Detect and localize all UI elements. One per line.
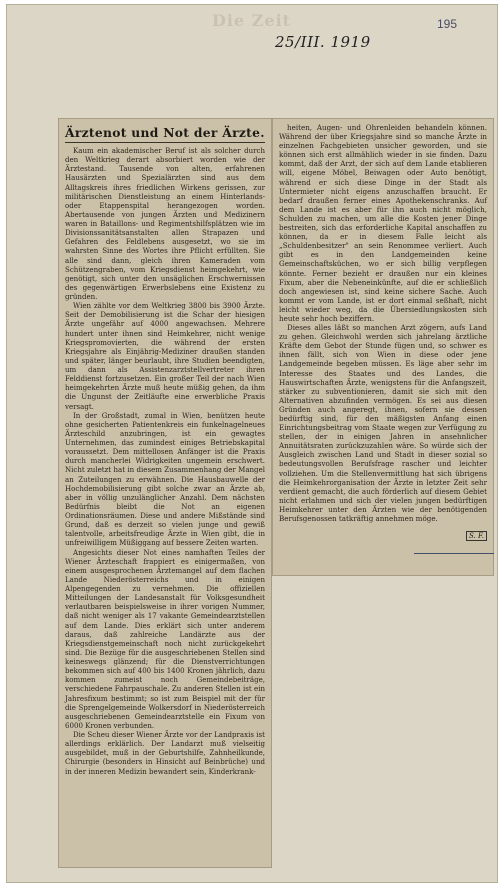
- article-paragraph: Dieses alles läßt so manchen Arzt zögern, aufs Land zu gehen. Gleichwohl werden sich jahrelang ärztliche Kräfte dem Gebot der Stunde fügen und, so schwer es ihnen fällt, sich von Wien in diese oder jene Landgemeinde begeben müssen. Es läge aber sehr im Interesse des Staates und des Landes, die Hauswirtschaften Ärzte, wenigstens für die Anfangszeit, stärker zu subventionieren, damit sie sich mit den Alternativen abzufinden vermögen. Es sei aus diesen Gründen auch angeregt, ihnen, sofern sie dessen bedürftig sind, für den mäßigsten Anfang einen Einrichtungsbeitrag vom Staate wegen zur Verfügung zu stellen, der in einigen Jahren in ansehnlicher Annuitätsraten zurückzuzahlen wäre. So würde sich der Ausgleich zwischen Land und Stadt in dieser sozial so bedeutungsvollen Berufsfrage rascher und leichter vollziehen. Um die Stellenvermittlung hat sich übrigens die Heimkehrorganisation der Ärzte in letzter Zeit sehr verdient gemacht, die auch förderlich auf diesem Gebiet nicht erlahmen und sich der vielen jungen bedürftigen Heimkehrer unter den Ärzten wie der benötigenden Berufsgenossen tatkräftig annehmen möge.: [279, 323, 487, 524]
- article-paragraph: In der Großstadt, zumal in Wien, benützen heute ohne gesicherten Patientenkreis ein funkelnagelneues Ärzteschild anzubringen, ist ein gewagtes Unternehmen, das zumindest einiges Betriebskapital voraussetzt. Dem mittellosen Anfänger ist die Praxis durch mancherlei Widrigkeiten ungemein erschwert. Nicht zuletzt hat in diesem Zusammenhang der Mangel an Zuteilungen zu erwähnen. Die Hausbauwelle der Hochdemobilisierung gibt solche zwar an Ärzte ab, aber in völlig unzulänglicher Anzahl. Dem nächsten Bedürfnis bleibt die Not an eigenen Ordinationsräumen. Diese und andere Mißstände sind Grund, daß es derzeit so vielen junge und gewiß talentvolle, arbeitsfreudige Ärzte in Wien gibt, die in unfreiwilligem Müßiggang auf bessere Zeiten warten.: [65, 410, 265, 548]
- article-paragraph: Angesichts dieser Not eines namhaften Teiles der Wiener Ärzteschaft frappiert es einigermaßen, von einem ausgesprochenen Ärztemangel auf dem flachen Lande Niederösterreichs und in einigen Alpengegenden zu vernehmen. Die offiziellen Mitteilungen der Landesanstalt für Volksgesundheit verlautbaren beispielsweise in ihrer vorigen Nummer, daß nicht weniger als 17 vakante Gemeindearztstellen auf dem Lande. Dies erklärt sich unter anderem daraus, daß zahlreiche Landärzte aus der Kriegsdienstgemeinschaft noch nicht zurückgekehrt sind. Die Bezüge für die ausgeschriebenen Stellen sind keineswegs glänzend; für die Dienstverrichtungen bekommen sich auf 400 bis 1400 Kronen jährlich, dazu kommen zumeist noch Gemeindebeiträge, verschiedene Fahrpauschale. Zu anderen Stellen ist ein Jahresfixum bestimmt; so ist zum Beispiel mit der für die Sprengelgemeinde Wolkersdorf in Niederösterreich ausgeschriebenen Gemeindearztstelle ein Fixum von 6000 Kronen verbunden.: [65, 547, 265, 730]
- article-paragraph: Wien zählte vor dem Weltkrieg 3800 bis 3900 Ärzte. Seit der Demobilisierung ist die Schar der hiesigen Ärzte ungefähr auf 4000 angewachsen. Mehrere hundert unter ihnen sind Heimkehrer, nicht wenige Kriegspromovierten, die während der ersten Kriegsjahre als Einjährig-Mediziner draußen standen und später, länger beurlaubt, ihre Studien beendigten, um dann als Assistenzarztstellvertreter ihren Felddienst fortzusetzen. Ein großer Teil der nach Wien heimgekehrten Ärzte muß heute müßig gehen, da ihm die Ungunst der Zeitläufte eine erwerbliche Praxis versagt.: [65, 301, 265, 411]
- pencil-underline-mark: [414, 553, 494, 554]
- author-signature: S. F.: [466, 531, 487, 541]
- article-paragraph: heiten, Augen- und Ohrenleiden behandeln können. Während der über Kriegsjahre sind so manche Ärzte in einzelnen Fachgebieten unsicher geworden, und sie können sich erst allmählich wieder in sie finden. Dazu kommt, daß der Arzt, der sich auf dem Lande etablieren will, eigene Möbel, Beiwagen oder Auto benötigt, während er sich diese Dinge in der Stadt als Untermieter nicht eigens anzuschaffen braucht. Er bedarf draußen ferner eines Apothekenschranks. Auf dem Lande ist es aber für ihn auch nicht möglich, Schulden zu machen, um alle die Kosten jener Dinge bestreiten, sich das erforderliche Kapital anschaffen zu können, da er in diesem Falle leicht als „Schuldenbesitzer" an sein Renommee verliert. Auch gibt es in den Landgemeinden keine Gemeinschaftsküchen, wo er sich billig verpflegen könnte. Ferner bezieht er draußen nur ein kleines Fixum, aber die Nebeneinkünfte, auf die er schließlich doch angewiesen ist, sind keine sichere Sache. Auch kommt er vom Lande, ist er dort einmal seßhaft, nicht leicht wieder weg, da die Übersiedlungskosten sich heute sehr hoch beziffern.: [279, 123, 487, 323]
- newspaper-masthead: Die Zeit: [212, 11, 292, 30]
- page-number: 195: [437, 17, 458, 31]
- handwritten-date: 25/III. 1919: [275, 33, 371, 51]
- article-paragraph: Die Scheu dieser Wiener Ärzte vor der Landpraxis ist allerdings erklärlich. Der Landarzt muß vielseitig ausgebildet, muß in der Geburtshilfe, Zahnheilkunde, Chirurgie (besonders in Hinsicht auf Beinbrüche) und in der inneren Medizin bewandert sein, Kinderkrank-: [65, 730, 265, 776]
- article-clipping-left: [58, 118, 272, 868]
- article-paragraph: Kaum ein akademischer Beruf ist als solcher durch den Weltkrieg derart absorbiert worden wie der Ärztestand. Tausende von alten, erfahrenen Hausärzten und Spezialärzten sind aus dem Alltagskreis ihres friedlichen Wirkens gerissen, zur militärischen Dienstleistung an einem Hinterlands- oder Etappenspital herangezogen worden. Abertausende von jungen Ärzten und Medizinern waren in Bataillons- und Regimentshilfsplätzen wie im Divisionssanitätsanstalten allen Strapazen und Gefahren des Feldlebens ausgesetzt, wo sie im wahrsten Sinne des Wortes ihre Pflicht erfüllten. Sie alle sind dann, gleich ihren Kameraden vom Schützengraben, vom Kriegsdienst heimgekehrt, wie genötigt, sich unter den unsäglichen Erschwernissen des gegenwärtigen Erwerbslebens eine Existenz zu gründen.: [65, 146, 265, 301]
- article-clipping-right: [272, 118, 494, 576]
- article-headline: Ärztenot und Not der Ärzte.: [65, 123, 265, 143]
